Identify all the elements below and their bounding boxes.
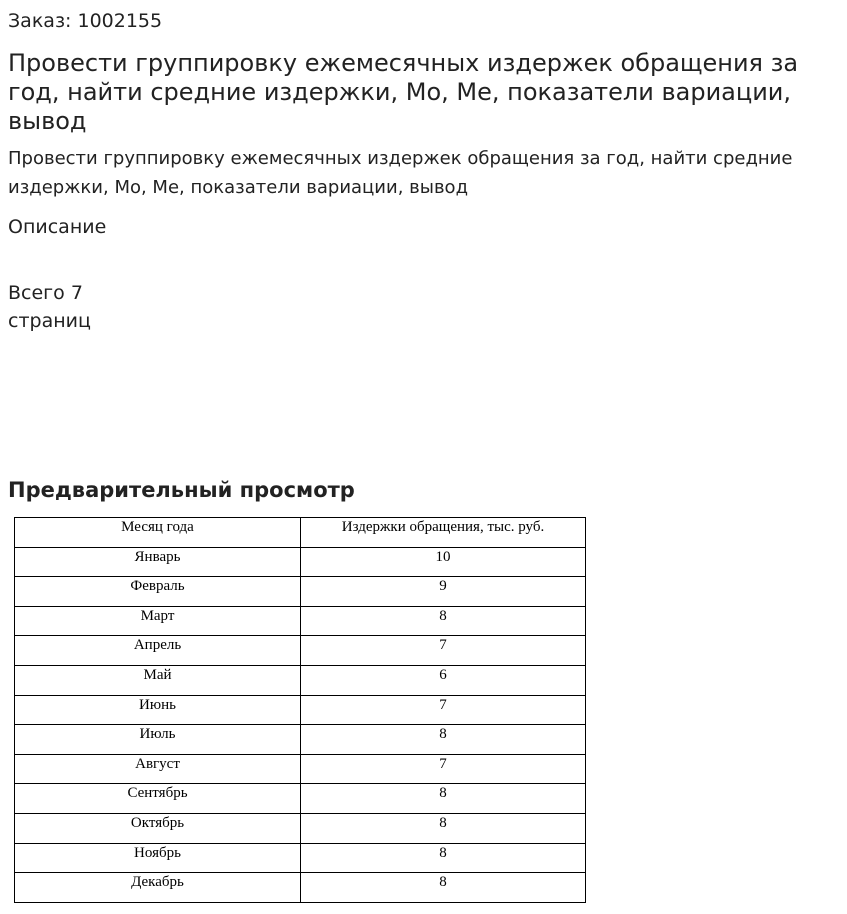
table-row bbox=[15, 695, 586, 725]
month-cell: Декабрь bbox=[15, 873, 301, 903]
cost-cell: 7 bbox=[301, 636, 586, 666]
month-cell: Август bbox=[15, 754, 301, 784]
month-cell: Май bbox=[15, 665, 301, 695]
page-count bbox=[8, 279, 128, 335]
preview-table bbox=[14, 517, 586, 903]
table-row bbox=[15, 813, 586, 843]
cost-cell: 8 bbox=[301, 784, 586, 814]
cost-cell: 7 bbox=[301, 754, 586, 784]
month-cell: Февраль bbox=[15, 577, 301, 607]
table-row bbox=[15, 547, 586, 577]
cost-cell: 6 bbox=[301, 665, 586, 695]
month-cell: Апрель bbox=[15, 636, 301, 666]
page-count-line1: Всего 7 bbox=[8, 282, 83, 304]
table-row bbox=[15, 665, 586, 695]
month-cell: Март bbox=[15, 606, 301, 636]
description-label: Описание bbox=[8, 216, 107, 238]
month-cell: Июнь bbox=[15, 695, 301, 725]
table-header-row bbox=[15, 518, 586, 548]
month-cell: Сентябрь bbox=[15, 784, 301, 814]
cost-cell: 9 bbox=[301, 577, 586, 607]
order-number: Заказ: 1002155 bbox=[8, 10, 163, 32]
table-row bbox=[15, 636, 586, 666]
table-row bbox=[15, 843, 586, 873]
table-row bbox=[15, 754, 586, 784]
month-cell: Ноябрь bbox=[15, 843, 301, 873]
cost-cell: 8 bbox=[301, 725, 586, 755]
page-count-line2: страниц bbox=[8, 310, 91, 332]
month-cell: Октябрь bbox=[15, 813, 301, 843]
cost-cell: 8 bbox=[301, 606, 586, 636]
month-cell: Июль bbox=[15, 725, 301, 755]
column-header-costs: Издержки обращения, тыс. руб. bbox=[301, 518, 586, 548]
table-row bbox=[15, 784, 586, 814]
preview-heading: Предварительный просмотр bbox=[8, 478, 355, 502]
page-title: Провести группировку ежемесячных издержек обращения за год, найти средние издержки, Mo, Me, показатели вариации, вывод bbox=[8, 49, 799, 135]
cost-cell: 8 bbox=[301, 873, 586, 903]
month-cell: Январь bbox=[15, 547, 301, 577]
table-row bbox=[15, 577, 586, 607]
cost-cell: 10 bbox=[301, 547, 586, 577]
description-text: Провести группировку ежемесячных издержек обращения за год, найти средние издержки, Mo, Me, показатели вариации, вывод bbox=[8, 148, 793, 198]
cost-cell: 7 bbox=[301, 695, 586, 725]
table-row bbox=[15, 606, 586, 636]
table-row bbox=[15, 873, 586, 903]
column-header-month: Месяц года bbox=[15, 518, 301, 548]
table-row bbox=[15, 725, 586, 755]
cost-cell: 8 bbox=[301, 843, 586, 873]
cost-cell: 8 bbox=[301, 813, 586, 843]
